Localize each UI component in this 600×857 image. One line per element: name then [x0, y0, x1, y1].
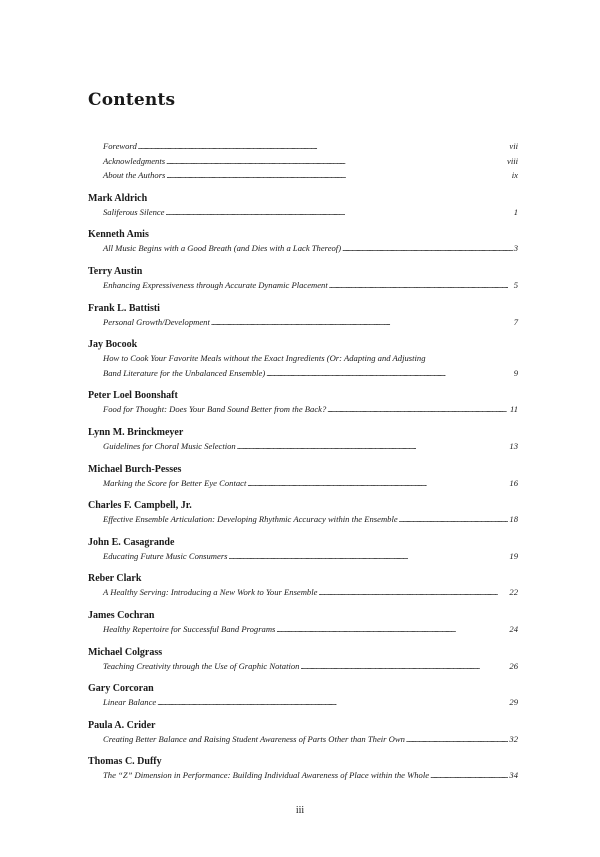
entry-title: Foreword — [103, 141, 137, 151]
dot-leader — [399, 512, 509, 527]
entry-page: 32 — [509, 733, 518, 744]
entry-page: 1 — [513, 206, 518, 217]
author-group — [88, 609, 518, 637]
author-name: Lynn M. Brinckmeyer — [88, 426, 184, 438]
dot-leader — [237, 439, 509, 454]
toc-entry[interactable] — [88, 476, 518, 491]
author-name: Michael Colgrass — [88, 646, 163, 658]
dot-leader — [166, 154, 506, 169]
entry-title: Linear Balance — [103, 697, 157, 708]
entry-page: ix — [511, 170, 518, 181]
entry-title: Teaching Creativity through the Use of Graphic Notation — [103, 660, 300, 671]
entry-title: All Music Begins with a Good Breath (and Dies with a Lack Thereof) — [103, 243, 342, 254]
entry-page: 24 — [509, 623, 518, 634]
entry-page: viii — [507, 155, 518, 166]
author-group — [88, 426, 518, 454]
author-name: Kenneth Amis — [88, 229, 149, 241]
toc-entry[interactable] — [88, 351, 518, 380]
table-of-contents — [88, 139, 518, 783]
dot-leader — [138, 139, 509, 154]
dot-leader — [430, 768, 508, 783]
entry-page: 5 — [513, 279, 518, 290]
author-group — [88, 572, 518, 600]
author-name: Thomas C. Duffy — [88, 756, 162, 768]
toc-entry[interactable] — [88, 168, 518, 183]
entry-title: Food for Thought: Does Your Band Sound Better from the Back? — [103, 404, 327, 415]
entry-title: A Healthy Serving: Introducing a New Work to Your Ensemble — [103, 587, 318, 598]
author-name: Peter Loel Boonshaft — [88, 390, 178, 402]
entry-title: Healthy Repertoire for Successful Band Programs — [103, 623, 276, 634]
author-group — [88, 302, 518, 330]
author-group — [88, 719, 518, 747]
dot-leader — [211, 315, 513, 330]
author-name: Terry Austin — [88, 265, 143, 277]
entry-page: 22 — [509, 587, 518, 598]
toc-entry[interactable] — [88, 585, 518, 600]
toc-entry[interactable] — [88, 512, 518, 527]
toc-entry[interactable] — [88, 278, 518, 293]
toc-entry[interactable] — [88, 732, 518, 747]
entry-title: Creating Better Balance and Raising Student Awareness of Parts Other than Their Own — [103, 733, 405, 744]
entry-title: Marking the Score for Better Eye Contact — [103, 477, 247, 488]
entry-title: Personal Growth/Development — [103, 316, 210, 327]
author-name: John E. Casagrande — [88, 536, 175, 548]
entry-page: vii — [509, 141, 518, 151]
entry-title: Acknowledgments — [103, 155, 166, 166]
entry-page: 19 — [509, 550, 518, 561]
entry-page: 11 — [510, 404, 518, 415]
dot-leader — [406, 732, 509, 747]
author-name: Mark Aldrich — [88, 192, 148, 204]
entry-title: Effective Ensemble Articulation: Developing Rhythmic Accuracy within the Ensemble — [103, 514, 398, 525]
author-group — [88, 192, 518, 220]
author-name: Jay Bocook — [88, 339, 138, 351]
author-name: Gary Corcoran — [88, 683, 154, 695]
author-group — [88, 463, 518, 491]
author-group — [88, 389, 518, 417]
toc-entry[interactable] — [88, 439, 518, 454]
entry-page: 29 — [509, 697, 518, 708]
entry-title-line1: How to Cook Your Favorite Meals without the Exact Ingredients (Or: Adapting and Adjusting — [103, 353, 426, 364]
author-name: James Cochran — [88, 609, 155, 621]
entry-page: 18 — [509, 514, 518, 525]
entry-title-line2-row — [103, 366, 518, 381]
entry-title-line2: Band Literature for the Unbalanced Ensemble) — [103, 367, 266, 378]
toc-entry[interactable] — [88, 402, 518, 417]
toc-entry[interactable] — [88, 695, 518, 710]
entry-page: 13 — [509, 440, 518, 451]
dot-leader — [318, 585, 508, 600]
author-name: Frank L. Battisti — [88, 302, 160, 314]
toc-entry[interactable] — [88, 622, 518, 637]
toc-entry[interactable] — [88, 205, 518, 220]
entry-title: About the Authors — [103, 170, 166, 181]
dot-leader — [247, 476, 508, 491]
dot-leader — [329, 278, 513, 293]
author-group — [88, 755, 518, 783]
author-name: Paula A. Crider — [88, 719, 156, 731]
entry-title: Guidelines for Choral Music Selection — [103, 440, 236, 451]
dot-leader — [166, 168, 510, 183]
dot-leader — [157, 695, 508, 710]
entry-page: 7 — [513, 316, 518, 327]
toc-entry[interactable] — [88, 315, 518, 330]
toc-entry[interactable] — [88, 139, 518, 154]
entry-title: The “Z” Dimension in Performance: Building Individual Awareness of Place within the Whole — [103, 770, 430, 781]
entry-page: 16 — [509, 477, 518, 488]
dot-leader — [166, 205, 513, 220]
entry-title: Saliferous Silence — [103, 206, 165, 217]
author-name: Reber Clark — [88, 573, 142, 585]
page-number: iii — [295, 805, 305, 816]
entry-title: Enhancing Expressiveness through Accurate Dynamic Placement — [103, 279, 328, 290]
author-group — [88, 338, 518, 380]
author-name: Michael Burch-Pesses — [88, 463, 182, 475]
author-name: Charles F. Campbell, Jr. — [88, 500, 192, 512]
toc-entry[interactable] — [88, 241, 518, 256]
front-matter — [88, 139, 518, 183]
dot-leader — [300, 659, 508, 674]
entry-page: 9 — [513, 367, 518, 378]
dot-leader — [327, 402, 509, 417]
author-group — [88, 646, 518, 674]
toc-entry[interactable] — [88, 768, 518, 783]
toc-entry[interactable] — [88, 154, 518, 169]
entry-page: 26 — [509, 660, 518, 671]
author-group — [88, 228, 518, 256]
author-group — [88, 682, 518, 710]
entry-page: 34 — [509, 770, 518, 781]
dot-leader — [342, 241, 513, 256]
author-group — [88, 499, 518, 527]
entry-title: Educating Future Music Consumers — [103, 550, 228, 561]
toc-entry[interactable] — [88, 659, 518, 674]
page-title: Contents — [88, 90, 176, 110]
dot-leader — [229, 549, 509, 564]
entry-page: 3 — [513, 243, 518, 254]
author-group — [88, 265, 518, 293]
dot-leader — [276, 622, 508, 637]
author-group — [88, 536, 518, 564]
dot-leader — [266, 366, 512, 381]
toc-entry[interactable] — [88, 549, 518, 564]
